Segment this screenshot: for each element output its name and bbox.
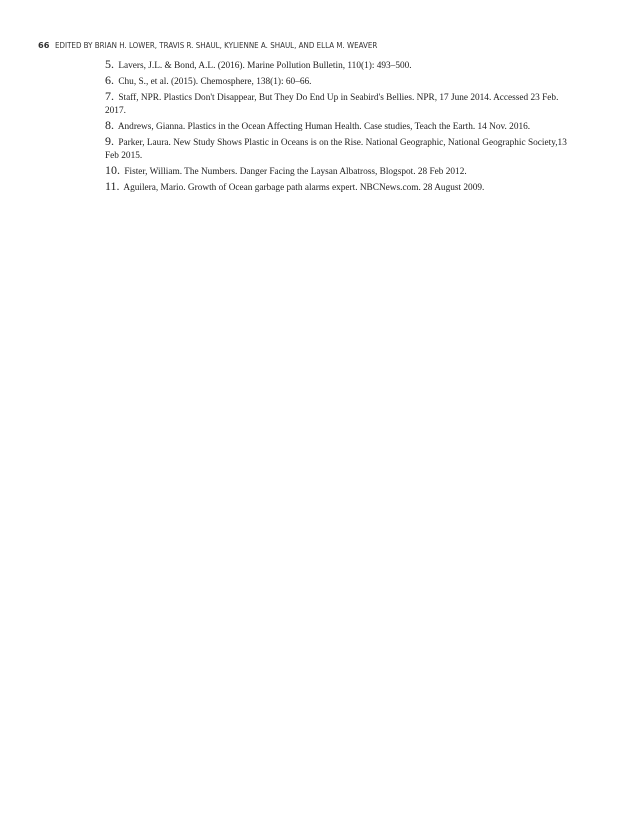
reference-item: [105, 135, 575, 163]
reference-number: 11.: [105, 178, 120, 193]
reference-number: 7.: [105, 88, 114, 103]
reference-text: Fister, William. The Numbers. Danger Facing the Laysan Albatross, Blogspot. 28 Feb 2012.: [124, 166, 467, 177]
reference-text: Aguilera, Mario. Growth of Ocean garbage path alarms expert. NBCNews.com. 28 August 2009.: [123, 182, 485, 193]
reference-list: [105, 58, 575, 195]
reference-item: [105, 90, 575, 118]
reference-text: Staff, NPR. Plastics Don't Disappear, But They Do End Up in Seabird's Bellies. NPR, 17 June 2014. Accessed 23 Feb. 2017.: [105, 92, 559, 116]
reference-number: 5.: [105, 57, 114, 71]
page-number: 66: [38, 40, 50, 50]
reference-item: [105, 74, 575, 89]
reference-number: 6.: [105, 72, 114, 87]
reference-text: Parker, Laura. New Study Shows Plastic in Oceans is on the Rise. National Geographic, National Geographic Society,13 Feb 2015.: [105, 137, 567, 161]
reference-item: [105, 180, 575, 195]
reference-text: Lavers, J.L. & Bond, A.L. (2016). Marine Pollution Bulletin, 110(1): 493–500.: [118, 61, 412, 71]
reference-item: [105, 58, 575, 73]
reference-text: Andrews, Gianna. Plastics in the Ocean Affecting Human Health. Case studies, Teach the Earth. 14 Nov. 2016.: [117, 121, 531, 132]
reference-item: [105, 119, 575, 134]
reference-number: 9.: [105, 133, 114, 148]
running-header: [38, 40, 426, 50]
reference-number: 10.: [105, 162, 120, 177]
reference-text: Chu, S., et al. (2015). Chemosphere, 138(1): 60–66.: [118, 76, 312, 87]
running-title: EDITED BY BRIAN H. LOWER, TRAVIS R. SHAUL, KYLIENNE A. SHAUL, AND ELLA M. WEAVER: [55, 40, 378, 50]
reference-number: 8.: [105, 117, 114, 132]
reference-item: [105, 164, 575, 179]
